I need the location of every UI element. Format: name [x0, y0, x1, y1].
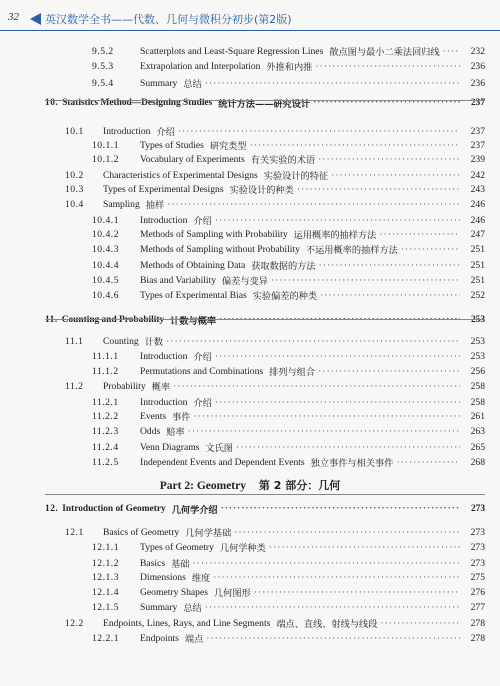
toc-title-cn: 研究类型 [209, 141, 247, 152]
toc-title-en: Summary [140, 601, 178, 613]
leader-dots [297, 184, 460, 195]
leader-dots [401, 244, 460, 255]
toc-page-number: 273 [470, 504, 485, 514]
toc-number: 10.4.4 [92, 259, 119, 271]
toc-title-cn: 介绍 [193, 398, 212, 409]
toc-page-number: 252 [470, 289, 485, 301]
toc-number: 11.2.1 [92, 396, 119, 408]
toc-number: 12. [45, 504, 59, 514]
toc-number: 12.2 [65, 617, 84, 629]
toc-number: 9.5.3 [92, 60, 114, 72]
toc-number: 10. [45, 98, 59, 108]
leader-dots [192, 558, 460, 569]
toc-number: 12.1 [65, 526, 84, 538]
toc-page-number: 247 [470, 228, 485, 240]
toc-title-en: Geometry Shapes [140, 586, 208, 598]
toc-page-number: 261 [470, 410, 485, 422]
leader-dots [318, 154, 460, 165]
toc-title-en: Introduction [140, 350, 188, 362]
toc-entry-10-1-1[interactable] [92, 138, 485, 152]
page-number: 32 [8, 11, 19, 23]
toc-page-number: 253 [470, 315, 485, 325]
toc-title-en: Methods of Sampling with Probability [140, 228, 288, 240]
toc-entry-9-5-2[interactable] [92, 44, 485, 58]
leader-dots [215, 215, 460, 226]
toc-number: 11.2.5 [92, 456, 119, 468]
toc-title-en: Characteristics of Experimental Designs [103, 169, 258, 181]
toc-entry-10-4-5[interactable] [92, 273, 485, 287]
toc-page-number: 236 [470, 77, 485, 89]
toc-entry-11-2[interactable] [65, 379, 485, 393]
toc-title-en: Types of Geometry [140, 541, 214, 553]
toc-number: 9.5.4 [92, 77, 114, 89]
toc-title-en: Scatterplots and Least-Square Regression Lines [140, 45, 324, 57]
toc-number: 10.4.3 [92, 243, 119, 255]
leader-dots [167, 199, 460, 210]
toc-number: 11.2.4 [92, 441, 119, 453]
toc-entry-10-4-4[interactable] [92, 258, 485, 272]
toc-number: 10.2 [65, 169, 84, 181]
toc-title-cn: 排列与组合 [269, 367, 316, 378]
toc-title-en: Methods of Sampling without Probability [140, 243, 300, 255]
leader-dots [269, 542, 460, 553]
toc-title-cn: 获取数据的方法 [251, 261, 316, 272]
toc-number: 10.1.2 [92, 153, 119, 165]
toc-entry-11-1[interactable] [65, 334, 485, 348]
toc-title-en: Endpoints, Lines, Rays, and Line Segments [103, 617, 271, 629]
toc-page-number: 256 [470, 365, 485, 377]
toc-entry-10-1[interactable] [65, 124, 485, 138]
toc-title-cn: 外推和内推 [266, 62, 313, 73]
toc-title-en: Introduction [140, 214, 188, 226]
toc-title-cn: 运用概率的抽样方法 [293, 230, 377, 241]
toc-title-cn: 概率 [151, 382, 171, 393]
leader-dots [320, 290, 460, 301]
toc-title-en: Bias and Variability [140, 274, 217, 286]
leader-dots [215, 351, 460, 362]
toc-title-cn: 总结 [183, 79, 202, 90]
leader-dots [379, 229, 460, 240]
toc-title-en: Introduction [103, 125, 151, 137]
toc-entry-12-1[interactable] [65, 525, 485, 539]
toc-entry-9-5-4[interactable] [92, 76, 485, 90]
toc-number: 10.1.1 [92, 139, 119, 151]
toc-entry-12-1-3[interactable] [92, 570, 485, 584]
toc-entry-10-4-6[interactable] [92, 288, 485, 302]
leader-dots [271, 275, 460, 286]
toc-number: 10.3 [65, 183, 84, 195]
toc-entry-11-1-1[interactable] [92, 349, 485, 363]
toc-title-cn: 端点、直线、射线与线段 [276, 619, 378, 630]
leader-dots [206, 633, 460, 644]
page-header [0, 8, 500, 31]
leader-dots [205, 78, 460, 89]
toc-title-en: Dimensions [140, 571, 186, 583]
toc-page-number: 258 [470, 380, 485, 392]
part-title-cn: 第 2 部分：几何 [258, 479, 341, 492]
book-title: 英汉数学全书——代数、几何与微积分初步(第2版) [45, 13, 292, 26]
toc-title-cn: 端点 [184, 634, 204, 645]
toc-number: 10.4.1 [92, 214, 119, 226]
toc-entry-12-1-1[interactable] [92, 540, 485, 554]
leader-dots [315, 61, 460, 72]
leader-dots [234, 527, 460, 538]
toc-entry-10-2[interactable] [65, 168, 485, 182]
leader-dots [443, 46, 460, 57]
toc-number: 12.1.2 [92, 557, 119, 569]
toc-page-number: 265 [470, 441, 485, 453]
toc-title-cn: 实验偏差的种类 [252, 291, 318, 302]
toc-title-en: Basics of Geometry [103, 526, 180, 538]
toc-number: 11.1.2 [92, 365, 119, 377]
toc-page-number: 246 [470, 198, 485, 210]
toc-page-number: 258 [470, 396, 485, 408]
toc-entry-9-5-3[interactable] [92, 59, 485, 73]
toc-title-en: Types of Studies [140, 139, 204, 151]
toc-page-number: 232 [470, 45, 485, 57]
toc-title-en: Methods of Obtaining Data [140, 259, 246, 271]
toc-title-en: Sampling [103, 198, 140, 210]
toc-entry-12[interactable] [45, 502, 485, 516]
toc-title-cn: 文氏图 [205, 443, 233, 454]
chapter-divider [45, 494, 485, 495]
toc-title-cn: 计数 [144, 337, 164, 348]
leader-dots [318, 366, 460, 377]
toc-entry-10-4-3[interactable] [92, 242, 485, 256]
leader-dots [173, 381, 460, 392]
toc-number: 10.4.6 [92, 289, 119, 301]
leader-dots [254, 587, 460, 598]
leader-dots [213, 572, 460, 583]
toc-entry-11-2-4[interactable] [92, 440, 485, 454]
toc-title-cn: 总结 [183, 603, 202, 614]
toc-page-number: 263 [470, 425, 485, 437]
toc-page-number: 237 [470, 139, 485, 151]
part-title-en: Part 2: Geometry [159, 480, 246, 492]
leader-dots [221, 504, 460, 514]
leader-dots [236, 442, 460, 453]
toc-page-number: 273 [470, 526, 485, 538]
toc-number: 12.1.1 [92, 541, 119, 553]
toc-page-number: 251 [470, 274, 485, 286]
toc-number: 11.1 [65, 335, 84, 347]
chapter-divider [45, 319, 485, 320]
toc-title-cn: 实验设计的种类 [229, 185, 294, 196]
leader-dots [188, 426, 460, 437]
toc-entry-10-4-2[interactable] [92, 227, 485, 241]
toc-page-number: 273 [470, 541, 485, 553]
toc-title-cn: 统计方法——研究设计 [218, 99, 311, 110]
toc-page-number: 278 [470, 632, 485, 644]
toc-page-number: 251 [470, 259, 485, 271]
toc-number: 10.4 [65, 198, 84, 210]
leader-dots [250, 140, 460, 151]
toc-page-number: 277 [470, 601, 485, 613]
toc-title-cn: 几何学基础 [185, 528, 232, 539]
toc-entry-11-2-5[interactable] [92, 455, 485, 469]
toc-number: 11. [45, 315, 58, 325]
part-heading [0, 477, 500, 493]
toc-entry-11-2-3[interactable] [92, 424, 485, 438]
toc-page-number: 253 [470, 335, 485, 347]
toc-page-number: 278 [470, 617, 485, 629]
toc-page-number: 275 [470, 571, 485, 583]
toc-page-number: 243 [470, 183, 485, 195]
toc-title-en: Introduction [140, 396, 188, 408]
toc-page-number: 273 [470, 557, 485, 569]
toc-number: 11.2.2 [92, 410, 119, 422]
toc-page-number: 237 [470, 125, 485, 137]
toc-title-cn: 散点图与最小二乘法回归线 [329, 47, 440, 58]
toc-title-cn: 介绍 [156, 127, 175, 138]
leader-dots [166, 336, 460, 347]
toc-page-number: 239 [470, 153, 485, 165]
toc-entry-10[interactable] [45, 96, 485, 110]
toc-number: 12.2.1 [92, 632, 119, 644]
toc-title-cn: 有关实验的术语 [250, 155, 316, 166]
leader-dots [215, 397, 460, 408]
toc-number: 11.1.1 [92, 350, 119, 362]
leader-dots [219, 315, 460, 325]
toc-title-en: Events [140, 410, 167, 422]
toc-page-number: 242 [470, 169, 485, 181]
leader-dots [319, 260, 460, 271]
toc-entry-11[interactable] [45, 313, 485, 327]
toc-title-en: Introduction of Geometry [62, 504, 166, 514]
toc-entry-11-2-2[interactable] [92, 409, 485, 423]
leader-dots [396, 457, 460, 468]
toc-title-en: Endpoints [140, 632, 179, 644]
triangle-marker-icon [30, 13, 41, 25]
toc-title-cn: 事件 [172, 412, 191, 423]
leader-dots [380, 618, 460, 629]
toc-title-en: Odds [140, 425, 161, 437]
toc-title-en: Permutations and Combinations [140, 365, 264, 377]
toc-title-en: Extrapolation and Interpolation [140, 60, 261, 72]
toc-page-number: 246 [470, 214, 485, 226]
toc-title-en: Probability [103, 380, 146, 392]
toc-entry-12-2-1[interactable] [92, 631, 485, 645]
toc-number: 12.1.4 [92, 586, 119, 598]
toc-title-en: Basics [140, 557, 166, 569]
toc-page-number: 251 [470, 243, 485, 255]
toc-number: 10.1 [65, 125, 84, 137]
toc-title-en: Counting [103, 335, 139, 347]
toc-number: 12.1.5 [92, 601, 119, 613]
toc-entry-11-1-2[interactable] [92, 364, 485, 378]
toc-page-number: 237 [470, 98, 485, 108]
toc-title-en: Statistics Method—Designing Studies [62, 98, 213, 108]
toc-title-cn: 介绍 [193, 352, 212, 363]
toc-number: 11.2.3 [92, 425, 119, 437]
toc-entry-12-1-5[interactable] [92, 600, 485, 614]
toc-entry-10-4-1[interactable] [92, 213, 485, 227]
toc-title-cn: 抽样 [145, 200, 165, 211]
toc-title-en: Summary [140, 77, 178, 89]
toc-title-en: Types of Experimental Designs [103, 183, 224, 195]
toc-page-number: 276 [470, 586, 485, 598]
toc-number: 12.1.3 [92, 571, 119, 583]
toc-entry-12-1-4[interactable] [92, 585, 485, 599]
toc-title-en: Independent Events and Dependent Events [140, 456, 305, 468]
toc-number: 11.2 [65, 380, 84, 392]
toc-title-en: Venn Diagrams [140, 441, 200, 453]
toc-title-en: Types of Experimental Bias [140, 289, 247, 301]
toc-title-en: Vocabulary of Experiments [140, 153, 245, 165]
toc-entry-10-4[interactable] [65, 197, 485, 211]
toc-title-cn: 介绍 [193, 216, 212, 227]
leader-dots [331, 170, 460, 181]
toc-entry-11-2-1[interactable] [92, 395, 485, 409]
leader-dots [178, 126, 460, 137]
toc-title-cn: 偏差与变异 [222, 276, 268, 287]
toc-entry-12-2[interactable] [65, 616, 485, 630]
toc-title-cn: 赔率 [166, 427, 185, 438]
leader-dots [205, 602, 460, 613]
toc-title-cn: 维度 [191, 573, 211, 584]
toc-entry-10-3[interactable] [65, 182, 485, 196]
toc-title-cn: 实验设计的特征 [263, 171, 329, 182]
leader-dots [194, 411, 461, 422]
toc-title-cn: 计数与概率 [170, 316, 217, 327]
toc-title-cn: 基础 [171, 559, 190, 570]
toc-title-cn: 几何图形 [213, 588, 251, 599]
toc-title-cn: 几何学介绍 [171, 505, 218, 516]
toc-title-cn: 几何学种类 [219, 543, 266, 554]
toc-title-cn: 不运用概率的抽样方法 [305, 245, 398, 256]
toc-entry-10-1-2[interactable] [92, 152, 485, 166]
toc-title-cn: 独立事件与相关事件 [310, 458, 394, 469]
toc-number: 9.5.2 [92, 45, 114, 57]
toc-number: 10.4.2 [92, 228, 119, 240]
toc-number: 10.4.5 [92, 274, 119, 286]
chapter-divider [45, 100, 485, 101]
toc-page-number: 268 [470, 456, 485, 468]
toc-page-number: 253 [470, 350, 485, 362]
toc-title-en: Counting and Probability [61, 315, 165, 325]
toc-entry-12-1-2[interactable] [92, 556, 485, 570]
toc-page-number: 236 [470, 60, 485, 72]
